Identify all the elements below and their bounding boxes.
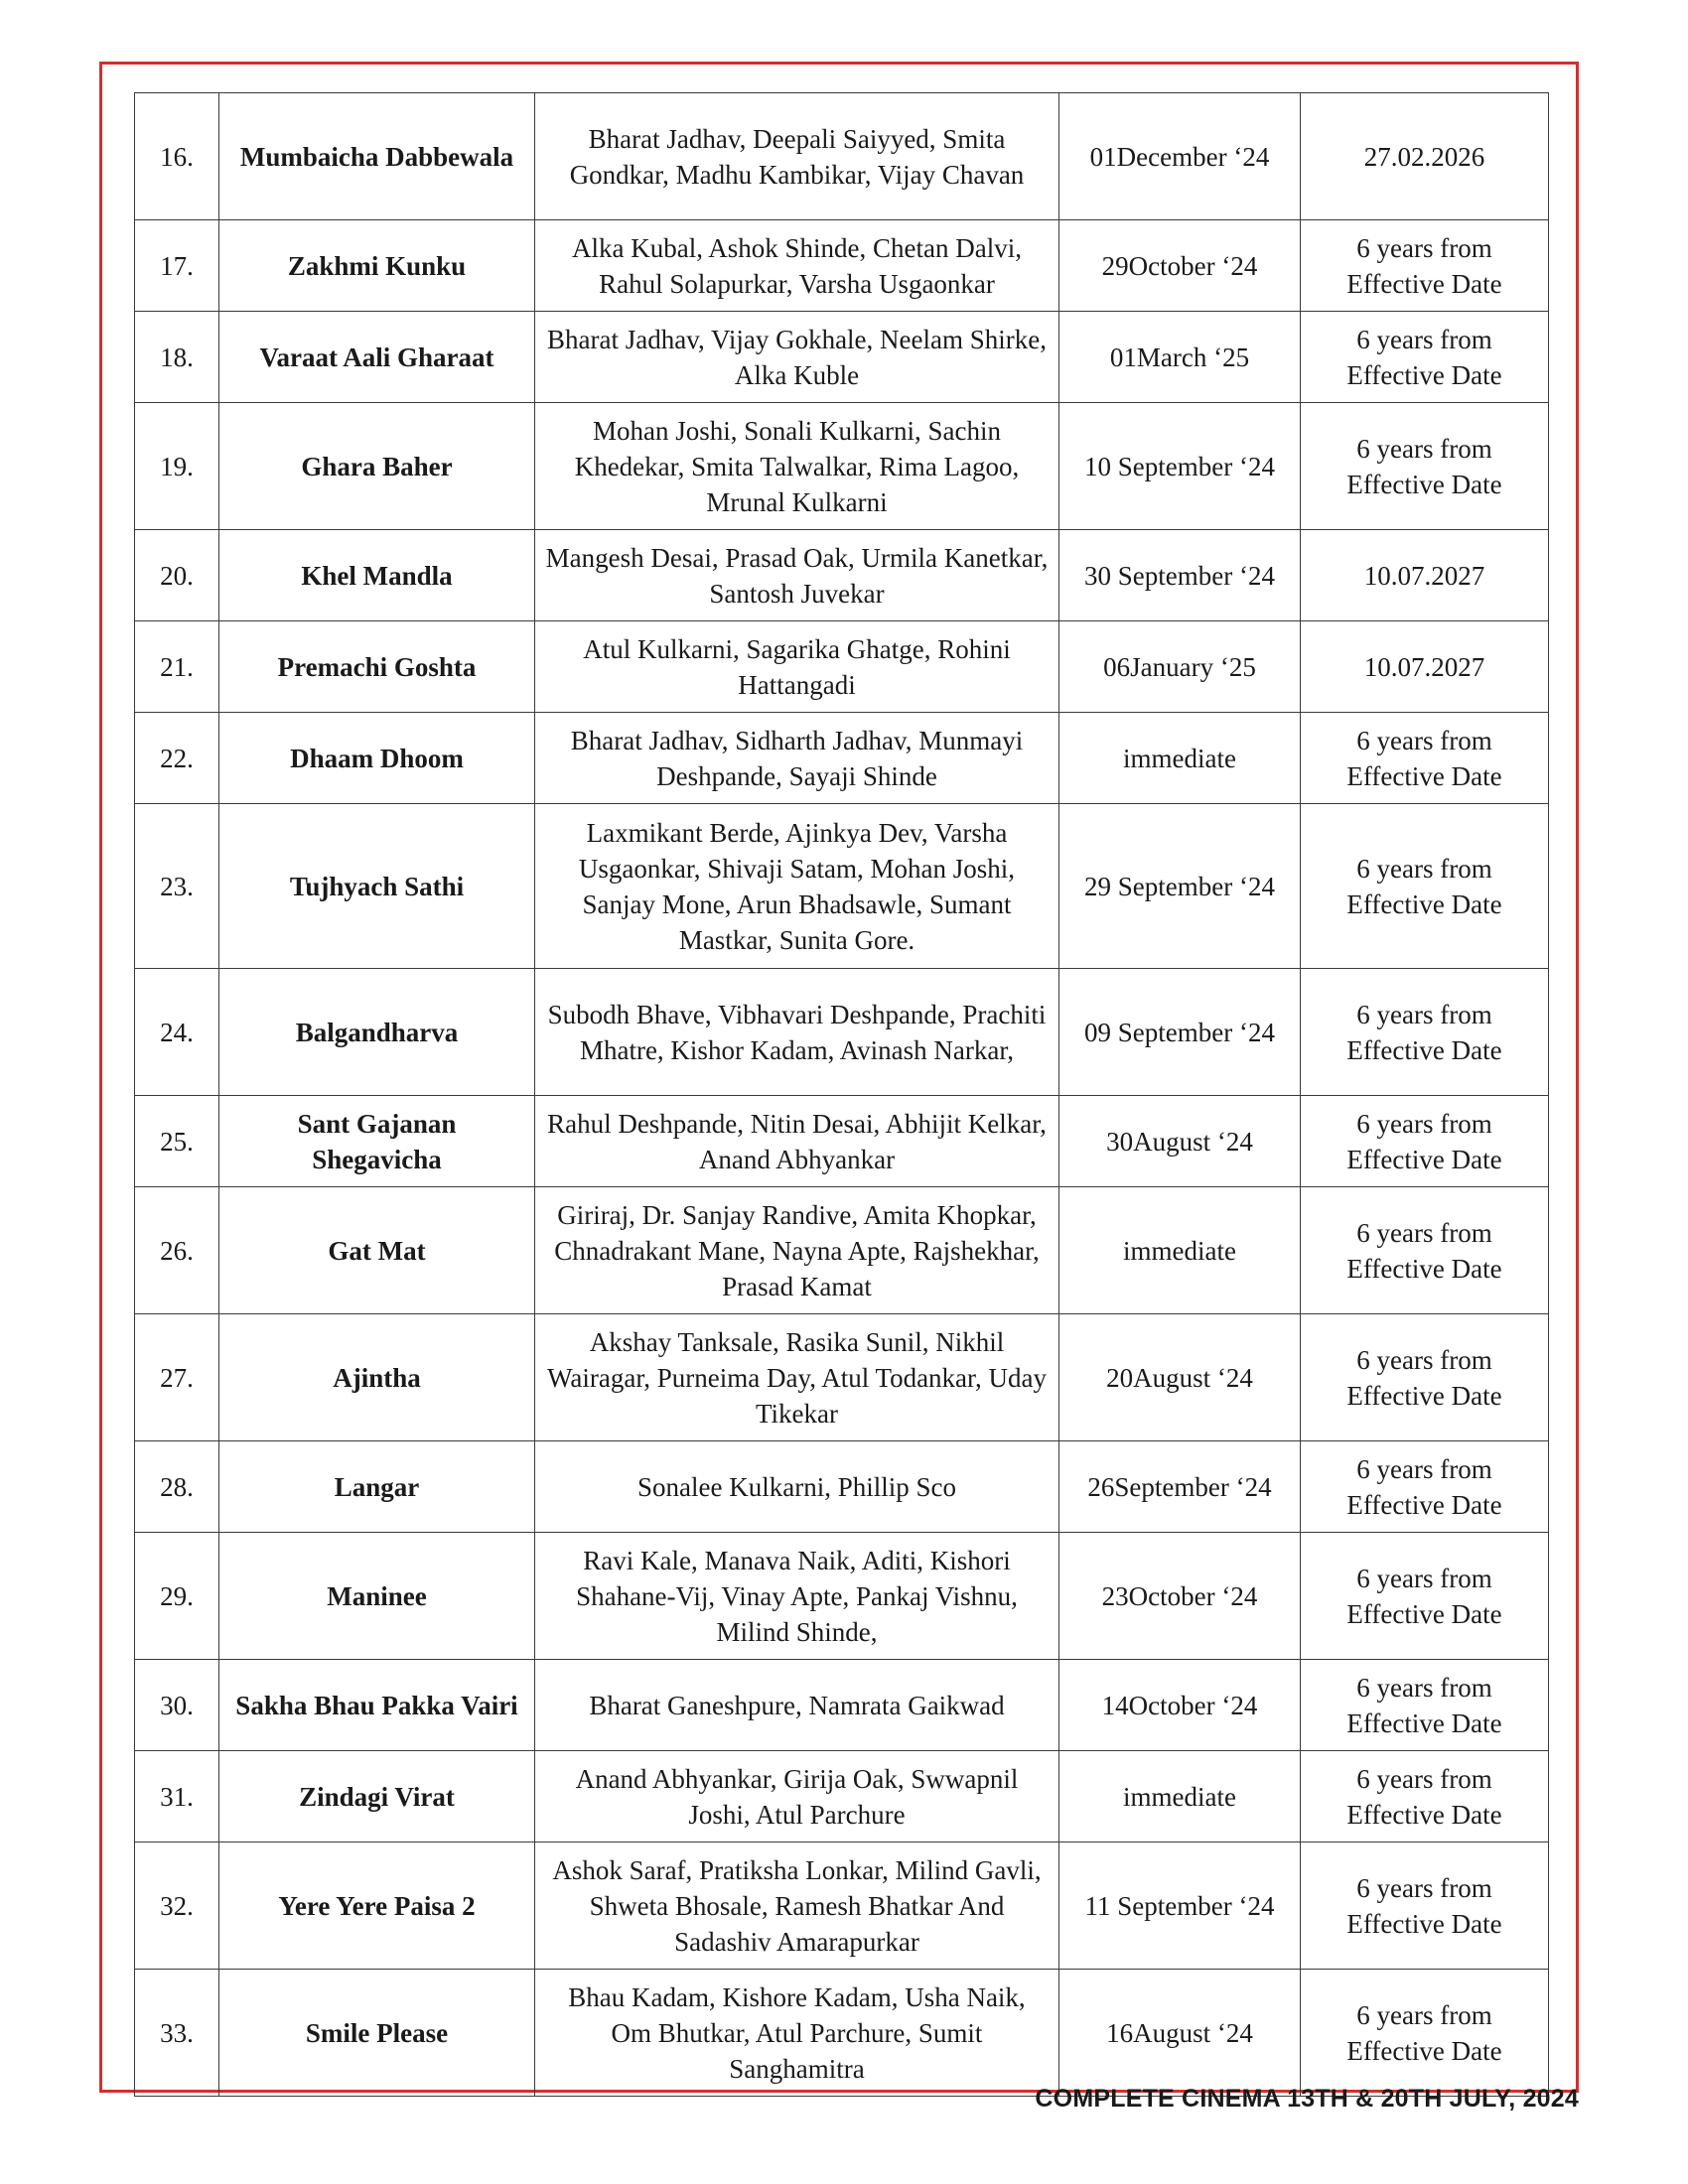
film-title: Ajintha <box>219 1314 535 1441</box>
row-number: 26. <box>135 1187 219 1314</box>
effective-date: 01December ‘24 <box>1059 93 1301 220</box>
row-number: 25. <box>135 1096 219 1187</box>
film-cast: Alka Kubal, Ashok Shinde, Chetan Dalvi, Rahul Solapurkar, Varsha Usgaonkar <box>535 220 1059 312</box>
row-number: 16. <box>135 93 219 220</box>
film-title: Sakha Bhau Pakka Vairi <box>219 1660 535 1751</box>
effective-date: immediate <box>1059 1751 1301 1843</box>
effective-date: 29 September ‘24 <box>1059 804 1301 969</box>
expiry-date: 6 years from Effective Date <box>1301 312 1549 403</box>
expiry-date: 6 years from Effective Date <box>1301 1441 1549 1533</box>
table-row <box>135 1751 1549 1843</box>
film-title: Mumbaicha Dabbewala <box>219 93 535 220</box>
row-number: 30. <box>135 1660 219 1751</box>
row-number: 19. <box>135 403 219 530</box>
film-cast: Ashok Saraf, Pratiksha Lonkar, Milind Gavli, Shweta Bhosale, Ramesh Bhatkar And Sadashiv Amarapurkar <box>535 1843 1059 1970</box>
expiry-date: 6 years from Effective Date <box>1301 1970 1549 2097</box>
table-row <box>135 621 1549 713</box>
film-rights-table <box>134 92 1549 2097</box>
row-number: 27. <box>135 1314 219 1441</box>
table-row <box>135 1187 1549 1314</box>
row-number: 17. <box>135 220 219 312</box>
effective-date: 30August ‘24 <box>1059 1096 1301 1187</box>
film-cast: Subodh Bhave, Vibhavari Deshpande, Prachiti Mhatre, Kishor Kadam, Avinash Narkar, <box>535 969 1059 1096</box>
table-row <box>135 1970 1549 2097</box>
row-number: 24. <box>135 969 219 1096</box>
expiry-date: 6 years from Effective Date <box>1301 1660 1549 1751</box>
film-cast: Bharat Jadhav, Vijay Gokhale, Neelam Shirke, Alka Kuble <box>535 312 1059 403</box>
row-number: 28. <box>135 1441 219 1533</box>
expiry-date: 10.07.2027 <box>1301 621 1549 713</box>
effective-date: 06January ‘25 <box>1059 621 1301 713</box>
effective-date: 10 September ‘24 <box>1059 403 1301 530</box>
effective-date: 14October ‘24 <box>1059 1660 1301 1751</box>
expiry-date: 6 years from Effective Date <box>1301 1533 1549 1660</box>
row-number: 21. <box>135 621 219 713</box>
effective-date: 09 September ‘24 <box>1059 969 1301 1096</box>
row-number: 22. <box>135 713 219 804</box>
row-number: 18. <box>135 312 219 403</box>
film-title: Sant Gajanan Shegavicha <box>219 1096 535 1187</box>
effective-date: 30 September ‘24 <box>1059 530 1301 621</box>
table-row <box>135 220 1549 312</box>
film-title: Yere Yere Paisa 2 <box>219 1843 535 1970</box>
expiry-date: 6 years from Effective Date <box>1301 1314 1549 1441</box>
expiry-date: 6 years from Effective Date <box>1301 804 1549 969</box>
table-row <box>135 713 1549 804</box>
film-cast: Rahul Deshpande, Nitin Desai, Abhijit Kelkar, Anand Abhyankar <box>535 1096 1059 1187</box>
film-cast: Ravi Kale, Manava Naik, Aditi, Kishori Shahane-Vij, Vinay Apte, Pankaj Vishnu, Milind Shinde, <box>535 1533 1059 1660</box>
expiry-date: 6 years from Effective Date <box>1301 969 1549 1096</box>
effective-date: 23October ‘24 <box>1059 1533 1301 1660</box>
film-title: Zindagi Virat <box>219 1751 535 1843</box>
expiry-date: 6 years from Effective Date <box>1301 403 1549 530</box>
film-cast: Laxmikant Berde, Ajinkya Dev, Varsha Usgaonkar, Shivaji Satam, Mohan Joshi, Sanjay Mone, Arun Bhadsawle, Sumant Mastkar, Sunita Gore. <box>535 804 1059 969</box>
expiry-date: 6 years from Effective Date <box>1301 1843 1549 1970</box>
film-title: Langar <box>219 1441 535 1533</box>
row-number: 20. <box>135 530 219 621</box>
film-title: Maninee <box>219 1533 535 1660</box>
table-row <box>135 1533 1549 1660</box>
film-cast: Bharat Jadhav, Sidharth Jadhav, Munmayi Deshpande, Sayaji Shinde <box>535 713 1059 804</box>
table-row <box>135 969 1549 1096</box>
row-number: 29. <box>135 1533 219 1660</box>
film-title: Tujhyach Sathi <box>219 804 535 969</box>
film-title: Khel Mandla <box>219 530 535 621</box>
table-row <box>135 1843 1549 1970</box>
expiry-date: 6 years from Effective Date <box>1301 1187 1549 1314</box>
table-row <box>135 312 1549 403</box>
effective-date: 11 September ‘24 <box>1059 1843 1301 1970</box>
film-title: Dhaam Dhoom <box>219 713 535 804</box>
film-title: Gat Mat <box>219 1187 535 1314</box>
expiry-date: 6 years from Effective Date <box>1301 1751 1549 1843</box>
film-cast: Akshay Tanksale, Rasika Sunil, Nikhil Wairagar, Purneima Day, Atul Todankar, Uday Tikekar <box>535 1314 1059 1441</box>
expiry-date: 27.02.2026 <box>1301 93 1549 220</box>
table-row <box>135 530 1549 621</box>
effective-date: immediate <box>1059 713 1301 804</box>
table-row <box>135 1096 1549 1187</box>
film-cast: Bharat Jadhav, Deepali Saiyyed, Smita Gondkar, Madhu Kambikar, Vijay Chavan <box>535 93 1059 220</box>
film-cast: Sonalee Kulkarni, Phillip Sco <box>535 1441 1059 1533</box>
expiry-date: 6 years from Effective Date <box>1301 1096 1549 1187</box>
film-cast: Mohan Joshi, Sonali Kulkarni, Sachin Khedekar, Smita Talwalkar, Rima Lagoo, Mrunal Kulkarni <box>535 403 1059 530</box>
expiry-date: 6 years from Effective Date <box>1301 713 1549 804</box>
effective-date: immediate <box>1059 1187 1301 1314</box>
effective-date: 16August ‘24 <box>1059 1970 1301 2097</box>
effective-date: 01March ‘25 <box>1059 312 1301 403</box>
film-title: Premachi Goshta <box>219 621 535 713</box>
table-row <box>135 1441 1549 1533</box>
film-title: Smile Please <box>219 1970 535 2097</box>
expiry-date: 10.07.2027 <box>1301 530 1549 621</box>
film-cast: Atul Kulkarni, Sagarika Ghatge, Rohini Hattangadi <box>535 621 1059 713</box>
effective-date: 29October ‘24 <box>1059 220 1301 312</box>
expiry-date: 6 years from Effective Date <box>1301 220 1549 312</box>
row-number: 31. <box>135 1751 219 1843</box>
effective-date: 26September ‘24 <box>1059 1441 1301 1533</box>
table-row <box>135 93 1549 220</box>
film-title: Ghara Baher <box>219 403 535 530</box>
film-title: Zakhmi Kunku <box>219 220 535 312</box>
row-number: 32. <box>135 1843 219 1970</box>
film-title: Varaat Aali Gharaat <box>219 312 535 403</box>
table-row <box>135 1314 1549 1441</box>
film-title: Balgandharva <box>219 969 535 1096</box>
film-cast: Anand Abhyankar, Girija Oak, Swwapnil Joshi, Atul Parchure <box>535 1751 1059 1843</box>
film-cast: Mangesh Desai, Prasad Oak, Urmila Kanetkar, Santosh Juvekar <box>535 530 1059 621</box>
publication-footer: COMPLETE CINEMA 13TH & 20TH JULY, 2024 <box>1035 2085 1579 2113</box>
table-row <box>135 1660 1549 1751</box>
film-cast: Giriraj, Dr. Sanjay Randive, Amita Khopkar, Chnadrakant Mane, Nayna Apte, Rajshekhar, Prasad Kamat <box>535 1187 1059 1314</box>
film-cast: Bharat Ganeshpure, Namrata Gaikwad <box>535 1660 1059 1751</box>
row-number: 33. <box>135 1970 219 2097</box>
table-row <box>135 804 1549 969</box>
effective-date: 20August ‘24 <box>1059 1314 1301 1441</box>
row-number: 23. <box>135 804 219 969</box>
film-cast: Bhau Kadam, Kishore Kadam, Usha Naik, Om Bhutkar, Atul Parchure, Sumit Sanghamitra <box>535 1970 1059 2097</box>
table-row <box>135 403 1549 530</box>
